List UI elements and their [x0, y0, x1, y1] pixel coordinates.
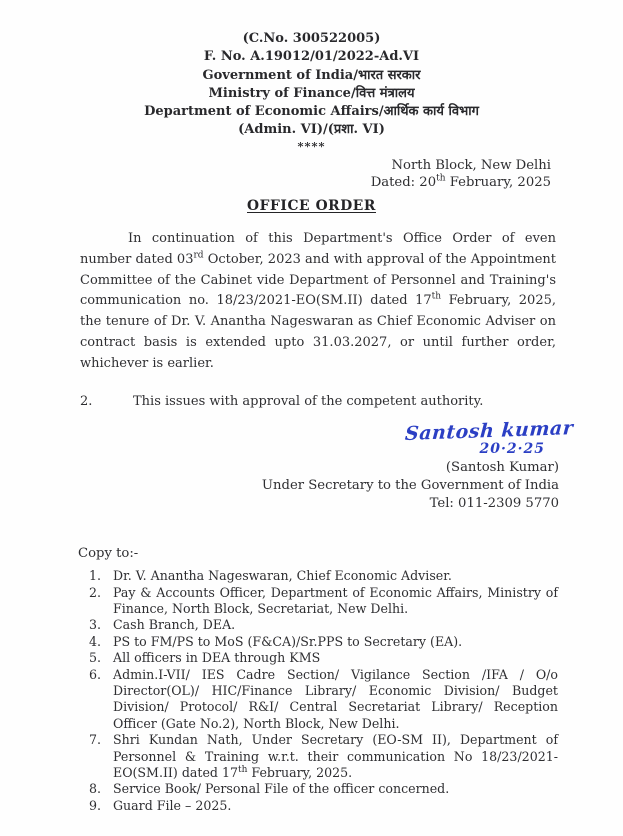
copy-to-list-item: Guard File – 2025.: [113, 797, 232, 813]
letterhead-line: F. No. A.19012/01/2022-Ad.VI: [203, 49, 420, 65]
copy-to-list: [80, 568, 558, 814]
letterhead-line: (C.No. 300522005): [242, 31, 381, 46]
copy-to-list-item: Pay & Accounts Officer, Department of Economic Affairs, Ministry of Finance, North Block, Secretariat, New Delhi.: [113, 584, 558, 616]
body-paragraph-2: [80, 392, 556, 413]
document-title: [0, 198, 623, 214]
letterhead-line: Ministry of Finance/वित्त मंत्रालय: [208, 85, 415, 101]
place-line: North Block, New Delhi: [391, 157, 551, 173]
handwritten-signature-date: 20·2·25: [479, 441, 545, 458]
handwritten-signature: Santosh kumar: [403, 417, 574, 446]
signature-block: [0, 417, 623, 512]
copy-to-list-item: Service Book/ Personal File of the officer concerned.: [113, 781, 450, 797]
copy-to-list-item: PS to FM/PS to MoS (F&CA)/Sr.PPS to Secretary (EA).: [113, 633, 463, 649]
copy-to-list-item: All officers in DEA through KMS: [113, 650, 321, 666]
letterhead-line: ****: [297, 138, 326, 153]
place-date-block: [0, 157, 551, 192]
copy-to-list-item: Dr. V. Anantha Nageswaran, Chief Economic Adviser.: [113, 568, 452, 584]
copy-to-list-item: Shri Kundan Nath, Under Secretary (EO-SM II), Department of Personnel & Training w.r.t. their communication No 18/23/2021-EO(SM.II) dated 17th February, 2025.: [113, 732, 558, 780]
letterhead: [0, 0, 623, 152]
letterhead-line: Department of Economic Affairs/आर्थिक कार्य विभाग: [144, 104, 479, 120]
paragraph-2-number: 2.: [80, 393, 93, 409]
signatory-telephone: Tel: 011-2309 5770: [429, 495, 559, 511]
copy-to-list-item: Cash Branch, DEA.: [113, 617, 236, 633]
copy-to-list-item: Admin.I-VII/ IES Cadre Section/ Vigilance Section /IFA / O/o Director(OL)/ HIC/Finance Library/ Economic Division/ Budget Division/ Protocol/ R&I/ Central Secretariat Library/ Reception Officer (Gate No.2), North Block, New Delhi.: [113, 666, 558, 731]
document-title-text: OFFICE ORDER: [247, 197, 376, 214]
body-paragraph-1: In continuation of this Department's Office Order of even number dated 03rd October, 2023 and with approval of the Appointment Committee of the Cabinet vide Department of Personnel and Training's communication no. 18/23/2021-EO(SM.II) dated 17th February, 2025, the tenure of Dr. V. Anantha Nageswaran as Chief Economic Adviser on contract basis is extended upto 31.03.2027, or until further order, whichever is earlier.: [80, 230, 557, 371]
copy-to-label: Copy to:-: [78, 546, 139, 562]
paragraph-2-text: This issues with approval of the competent authority.: [133, 393, 484, 409]
signatory-designation: Under Secretary to the Government of India: [261, 477, 559, 493]
signatory-name: (Santosh Kumar): [445, 460, 559, 476]
letterhead-line: (Admin. VI)/(प्रशा. VI): [238, 122, 385, 138]
date-line: Dated: 20th February, 2025: [370, 173, 551, 191]
letterhead-line: Government of India/भारत सरकार: [202, 67, 421, 83]
